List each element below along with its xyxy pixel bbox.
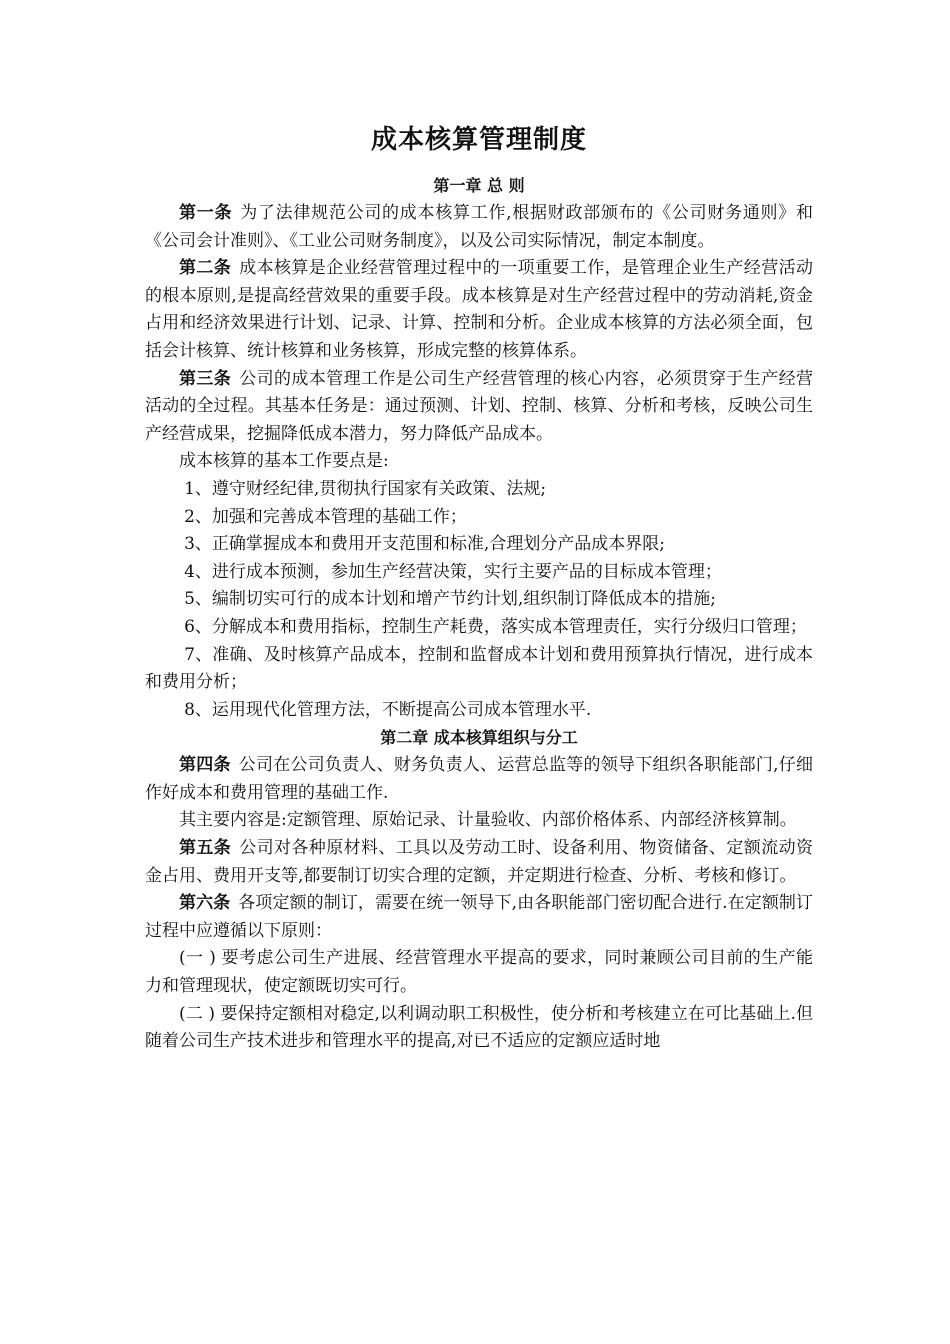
article-2-label: 第二条 [179, 258, 232, 279]
point-item: 3、正确掌握成本和费用开支范围和标准,合理划分产品成本界限; [184, 534, 666, 555]
article-3-label: 第三条 [179, 368, 232, 389]
points-intro: 成本核算的基本工作要点是: [179, 451, 389, 472]
document-title: 成本核算管理制度 [370, 125, 587, 155]
article-5-label: 第五条 [179, 838, 232, 859]
article-4-label: 第四条 [179, 755, 231, 776]
article-4 [145, 752, 813, 807]
article-6-label: 第六条 [179, 893, 231, 914]
chapter-1-heading: 第一章 总 则 [433, 176, 525, 195]
point-item: 4、进行成本预测，参加生产经营决策，实行主要产品的目标成本管理； [184, 561, 722, 582]
article-3 [145, 366, 813, 449]
point-item: 6、分解成本和费用指标，控制生产耗费，落实成本管理责任，实行分级归口管理； [184, 616, 807, 637]
point-item: 5、编制切实可行的成本计划和增产节约计划,组织制订降低成本的措施; [184, 589, 717, 610]
article-2 [145, 255, 813, 365]
article-4-text: 公司在公司负责人、财务负责人、运营总监等的领导下组织各职能部门,仔细作好成本和费用管理的基础工作. [145, 755, 813, 803]
point-item: 7、准确、及时核算产品成本，控制和监督成本计划和费用预算执行情况，进行成本和费用分析； [145, 644, 813, 693]
article-6 [145, 890, 813, 945]
article-1 [145, 200, 813, 255]
article-5 [145, 835, 813, 890]
principle-item: (二 ) 要保持定额相对稳定,以利调动职工积极性，使分析和考核建立在可比基础上.但随着公司生产技术进步和管理水平的提高,对已不适应的定额应适时地 [145, 1003, 813, 1052]
article-1-label: 第一条 [179, 203, 233, 223]
principle-item: (一 ) 要考虑公司生产进展、经营管理水平提高的要求，同时兼顾公司目前的生产能力和管理现状，使定额既切实可行。 [145, 948, 813, 997]
article-1-text: 为了法律规范公司的成本核算工作,根据财政部颁布的《公司财务通则》和《公司会计准则》、《工业公司财务制度》，以及公司实际情况，制定本制度。 [145, 203, 814, 251]
article-4-extra: 其主要内容是:定额管理、原始记录、计量验收、内部价格体系、内部经济核算制。 [179, 810, 797, 831]
article-5-text: 公司对各种原材料、工具以及劳动工时、设备利用、物资储备、定额流动资金占用、费用开支等,都要制订切实合理的定额，并定期进行检查、分析、考核和修订。 [145, 838, 814, 886]
chapter-2-heading: 第二章 成本核算组织与分工 [380, 728, 578, 748]
article-6-text: 各项定额的制订，需要在统一领导下,由各职能部门密切配合进行.在定额制订过程中应遵循以下原则： [145, 893, 814, 941]
point-item: 1、遵守财经纪律,贯彻执行国家有关政策、法规; [184, 478, 547, 499]
document-page [145, 118, 813, 1056]
article-3-text: 公司的成本管理工作是公司生产经营管理的核心内容，必须贯穿于生产经营活动的全过程。其基本任务是：通过预测、计划、控制、核算、分析和考核，反映公司生产经营成果，挖掘降低成本潜力，努力降低产品成本。 [145, 368, 814, 444]
point-item: 2、加强和完善成本管理的基础工作； [184, 506, 467, 527]
point-item: 8、运用现代化管理方法，不断提高公司成本管理水平. [184, 699, 592, 720]
article-2-text: 成本核算是企业经营管理过程中的一项重要工作，是管理企业生产经营活动的根本原则,是提高经营效果的重要手段。成本核算是对生产经营过程中的劳动消耗,资金占用和经济效果进行计划、记录、计算、控制和分析。企业成本核算的方法必须全面，包括会计核算、统计核算和业务核算，形成完整的核算体系。 [145, 258, 814, 361]
